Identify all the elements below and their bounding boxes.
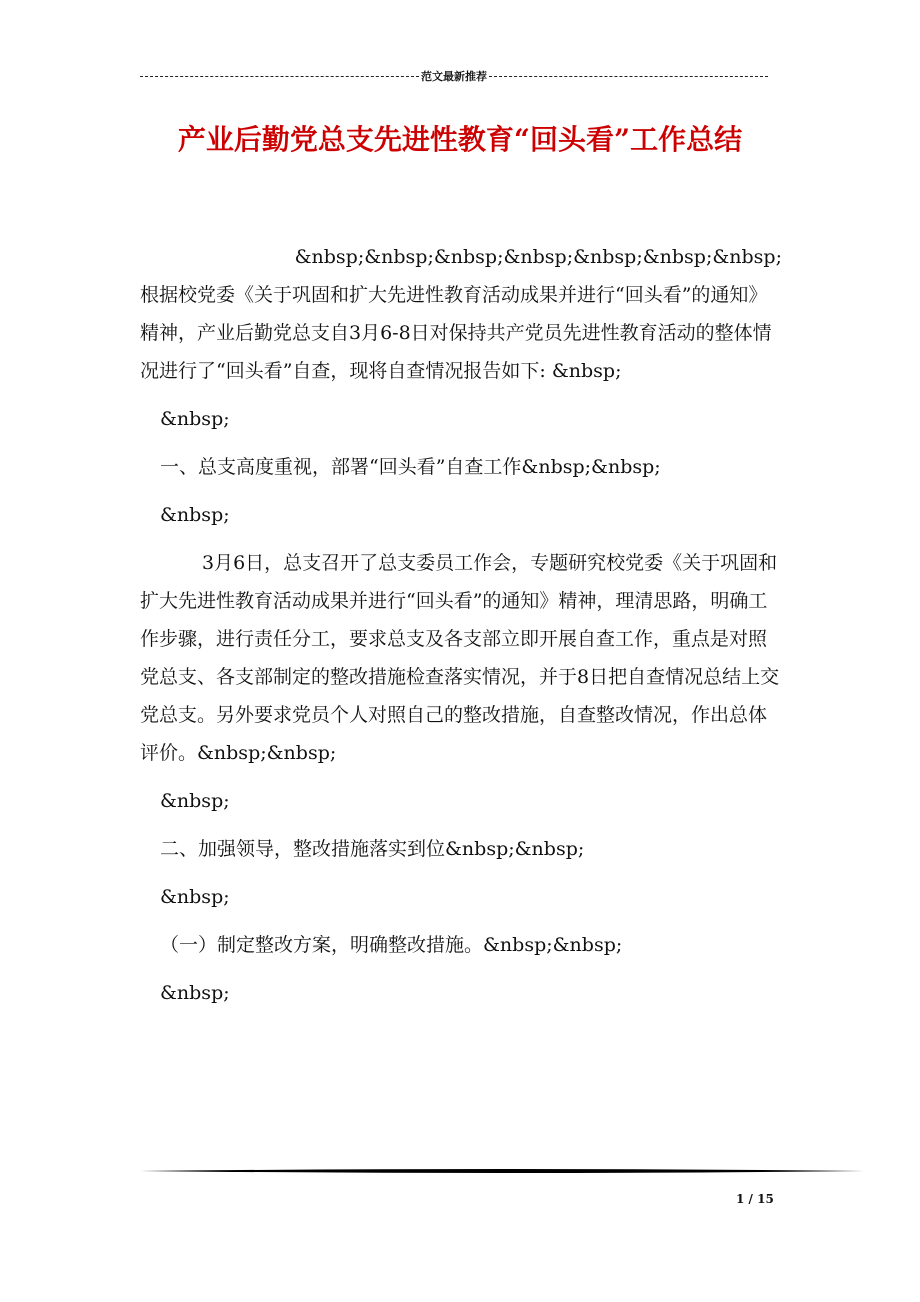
- document-title: 产业后勤党总支先进性教育“回头看”工作总结: [177, 123, 743, 156]
- header-label: 范文最新推荐: [421, 70, 487, 83]
- header-dash-right: [489, 76, 768, 78]
- page-total: 15: [757, 1192, 774, 1206]
- page-current: 1: [736, 1192, 745, 1206]
- section-heading-1: 一、总支高度重视，部署“回头看”自查工作&nbsp;&nbsp;: [160, 456, 661, 478]
- header-dash-left: [140, 76, 419, 78]
- document-header: [140, 69, 768, 85]
- nbsp-line: &nbsp;: [160, 504, 230, 526]
- section-heading-2: 二、加强领导，整改措施落实到位&nbsp;&nbsp;: [160, 838, 585, 860]
- document-body: [140, 238, 782, 1012]
- subsection-heading-1: （一）制定整改方案，明确整改措施。&nbsp;&nbsp;: [160, 934, 623, 956]
- footer-divider: [140, 1168, 864, 1174]
- nbsp-line: &nbsp;: [160, 886, 230, 908]
- page-number: [736, 1192, 796, 1206]
- nbsp-line: &nbsp;: [160, 790, 230, 812]
- nbsp-line: &nbsp;: [160, 408, 230, 430]
- body-paragraph-1: 3月6日，总支召开了总支委员工作会，专题研究校党委《关于巩固和扩大先进性教育活动成果并进行“回头看”的通知》精神，理清思路，明确工作步骤，进行责任分工，要求总支及各支部立即开展自查工作，重点是对照党总支、各支部制定的整改措施检查落实情况，并于8日把自查情况总结上交党总支。另外要求党员个人对照自己的整改措施，自查整改情况，作出总体评价。&nbsp;&nbsp;: [140, 552, 780, 764]
- nbsp-line: &nbsp;: [160, 982, 230, 1004]
- intro-paragraph: 根据校党委《关于巩固和扩大先进性教育活动成果并进行“回头看”的通知》精神，产业后勤党总支自3月6-8日对保持共产党员先进性教育活动的整体情况进行了“回头看”自查，现将自查情况报告如下: &nbsp;: [140, 284, 772, 382]
- lead-nbsp-line: &nbsp;&nbsp;&nbsp;&nbsp;&nbsp;&nbsp;&nbsp;: [294, 246, 782, 268]
- page-separator: /: [744, 1192, 758, 1206]
